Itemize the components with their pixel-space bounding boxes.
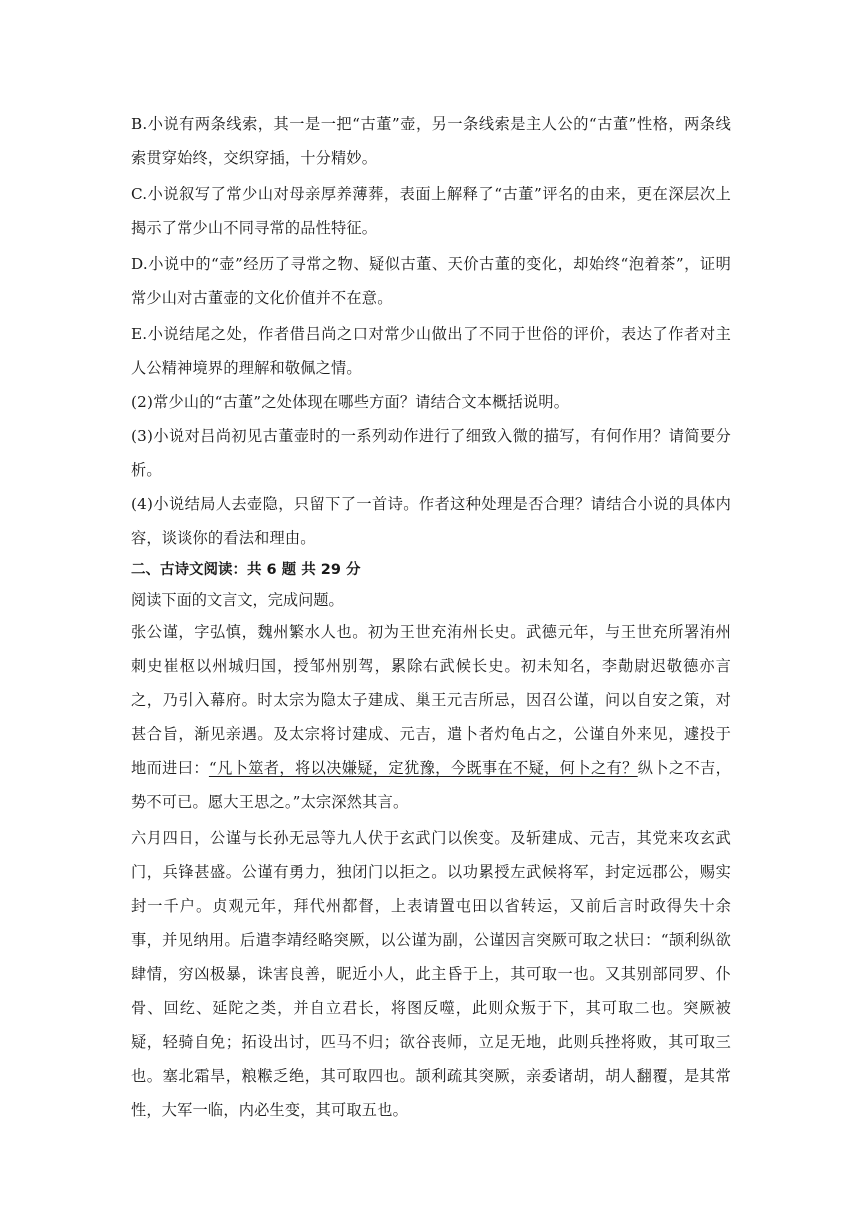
option-d: D.小说中的“壶”经历了寻常之物、疑似古董、天价古董的变化，却始终“泡着茶”，证明常少山对古董壶的文化价值并不在意。 bbox=[131, 255, 731, 307]
section-instruction: 阅读下面的文言文，完成问题。 bbox=[131, 591, 344, 609]
question-4: (4)小说结局人去壶隐，只留下了一首诗。作者这种处理是否合理？请结合小说的具体内容，谈谈你的看法和理由。 bbox=[131, 495, 731, 547]
passage-text: 纵卜之不吉，势不可已。愿大王思之。”太宗深然其言。 bbox=[131, 759, 732, 811]
underlined-sentence: “凡卜筮者，将以决嫌疑，定犹豫，今既事在不疑，何卜之有？ bbox=[208, 759, 638, 777]
question-3: (3)小说对吕尚初见古董壶时的一系列动作进行了细致入微的描写，有何作用？请简要分析。 bbox=[131, 427, 731, 479]
option-e: E.小说结尾之处，作者借吕尚之口对常少山做出了不同于世俗的评价，表达了作者对主人公精神境界的理解和敬佩之情。 bbox=[131, 325, 731, 377]
passage-text: 张公谨，字弘慎，魏州繁水人也。初为王世充洧州长史。武德元年，与王世充所署洧州刺史崔枢以州城归国，授邹州别驾，累除右武候长史。初未知名，李勣尉迟敬德亦言之，乃引入幕府。时太宗为隐太子建成、巢王元吉所忌，因召公谨，问以自安之策，对甚合旨，渐见亲遇。及太宗将讨建成、元吉，遣卜者灼龟占之，公谨自外来见，遽投于地而进曰： bbox=[131, 623, 731, 777]
question-2: (2)常少山的“古董”之处体现在哪些方面？请结合文本概括说明。 bbox=[131, 393, 570, 411]
section-heading: 二、古诗文阅读：共 6 题 共 29 分 bbox=[131, 562, 361, 578]
passage-paragraph-1 bbox=[131, 615, 731, 819]
document-page bbox=[131, 107, 731, 1127]
passage-paragraph-2: 六月四日，公谨与长孙无忌等九人伏于玄武门以俟变。及斩建成、元吉，其党来攻玄武门，兵锋甚盛。公谨有勇力，独闭门以拒之。以功累授左武候将军，封定远郡公，赐实封一千户。贞观元年，拜代州都督，上表请置屯田以省转运，又前后言时政得失十余事，并见纳用。后遣李靖经略突厥，以公谨为副，公谨因言突厥可取之状曰：“颉利纵欲肆情，穷凶极暴，诛害良善，昵近小人，此主昏于上，其可取一也。又其别部同罗、仆骨、回纥、延陀之类，并自立君长，将图反噬，此则众叛于下，其可取二也。突厥被疑，轻骑自免；拓设出讨，匹马不归；欲谷丧师，立足无地，此则兵挫将败，其可取三也。塞北霜旱，粮糇乏绝，其可取四也。颉利疏其突厥，亲委诸胡，胡人翻覆，是其常性，大军一临，内必生变，其可取五也。 bbox=[131, 829, 731, 1119]
option-c: C.小说叙写了常少山对母亲厚养薄葬，表面上解释了“古董”评名的由来，更在深层次上揭示了常少山不同寻常的品性特征。 bbox=[131, 185, 731, 237]
option-b: B.小说有两条线索，其一是一把“古董”壶，另一条线索是主人公的“古董”性格，两条线索贯穿始终，交织穿插，十分精妙。 bbox=[131, 115, 731, 167]
